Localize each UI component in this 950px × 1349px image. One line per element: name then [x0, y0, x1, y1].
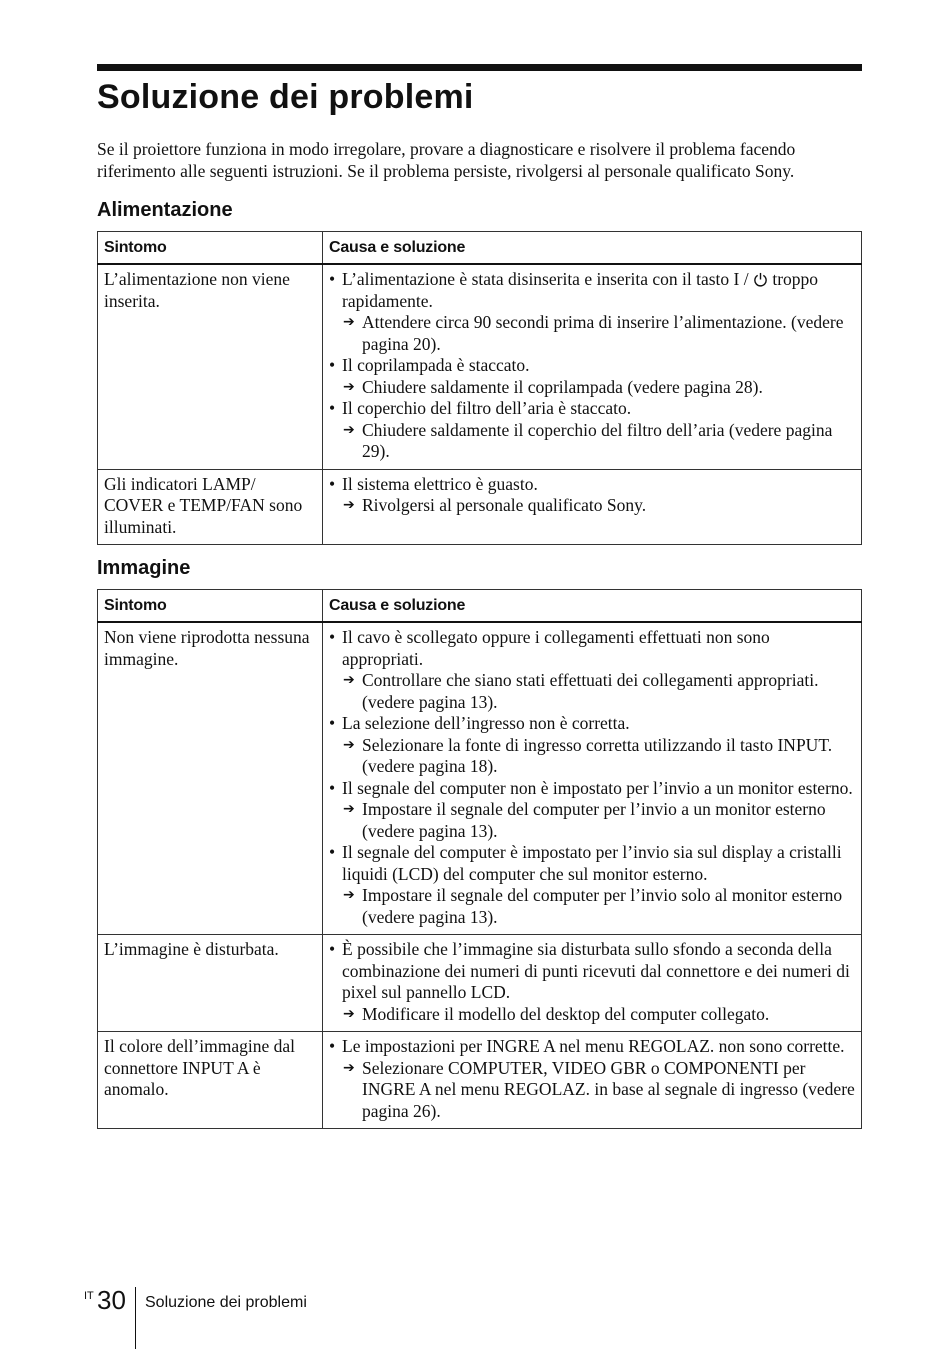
document-page	[97, 64, 862, 1129]
solution-item: ➔ Attendere circa 90 secondi prima di inserire l’alimentazione. (vedere pagina 20).	[329, 312, 855, 355]
symptom-cell: Gli indicatori LAMP/ COVER e TEMP/FAN sono illuminati.	[98, 469, 323, 545]
section-heading: Immagine	[97, 557, 191, 580]
cause-item: • Il segnale del computer è impostato per l’invio sia sul display a cristalli liquidi (LCD) del computer che sul monitor esterno.	[329, 842, 855, 885]
page-number: 30	[97, 1285, 126, 1315]
table-header-row	[98, 590, 862, 623]
table-row	[98, 264, 862, 469]
footer-language: IT	[84, 1290, 94, 1302]
cause-item: • Le impostazioni per INGRE A nel menu REGOLAZ. non sono corrette.	[329, 1036, 855, 1058]
page-title: Soluzione dei problemi	[97, 78, 474, 116]
table-row	[98, 469, 862, 545]
table-header-row	[98, 232, 862, 265]
column-header-cause: Causa e soluzione	[323, 232, 862, 265]
solution-item: ➔ Chiudere saldamente il coprilampada (vedere pagina 28).	[329, 377, 855, 399]
solution-item: ➔ Chiudere saldamente il coperchio del filtro dell’aria (vedere pagina 29).	[329, 420, 855, 463]
cause-item: • L’alimentazione è stata disinserita e inserita con il tasto I / troppo rapidamente.	[329, 269, 855, 312]
title-rule	[97, 64, 862, 71]
table-row	[98, 1032, 862, 1129]
cause-item: • Il segnale del computer non è impostato per l’invio a un monitor esterno.	[329, 778, 855, 800]
footer-divider	[135, 1287, 136, 1349]
symptom-cell: L’alimentazione non viene inserita.	[98, 264, 323, 469]
solution-item: ➔ Impostare il segnale del computer per l’invio a un monitor esterno (vedere pagina 13).	[329, 799, 855, 842]
cause-solution-cell	[323, 1032, 862, 1129]
solution-item: ➔ Rivolgersi al personale qualificato Sony.	[329, 495, 855, 517]
symptom-cell: Non viene riprodotta nessuna immagine.	[98, 622, 323, 935]
solution-item: ➔ Impostare il segnale del computer per l’invio solo al monitor esterno (vedere pagina 13).	[329, 885, 855, 928]
section-heading: Alimentazione	[97, 199, 233, 222]
intro-paragraph: Se il proiettore funziona in modo irregolare, provare a diagnosticare e risolvere il problema facendo riferimento alle seguenti istruzioni. Se il problema persiste, rivolgersi al personale qualificato Sony.	[97, 139, 796, 182]
solution-item: ➔ Modificare il modello del desktop del computer collegato.	[329, 1004, 855, 1026]
table-row	[98, 935, 862, 1032]
cause-item: • La selezione dell’ingresso non è corretta.	[329, 713, 855, 735]
footer-title: Soluzione dei problemi	[145, 1294, 307, 1311]
cause-item: • Il sistema elettrico è guasto.	[329, 474, 855, 496]
cause-item: • È possibile che l’immagine sia disturbata sullo sfondo a seconda della combinazione dei numeri di punti ricevuti dal connettore e dei numeri di pixel sul pannello LCD.	[329, 939, 855, 1004]
cause-solution-cell	[323, 935, 862, 1032]
cause-item: • Il cavo è scollegato oppure i collegamenti effettuati non sono appropriati.	[329, 627, 855, 670]
cause-item: • Il coperchio del filtro dell’aria è staccato.	[329, 398, 855, 420]
symptom-cell: L’immagine è disturbata.	[98, 935, 323, 1032]
cause-solution-cell	[323, 264, 862, 469]
column-header-symptom: Sintomo	[98, 590, 323, 623]
table-row	[98, 622, 862, 935]
cause-solution-cell	[323, 622, 862, 935]
troubleshooting-table	[97, 231, 862, 545]
solution-item: ➔ Selezionare COMPUTER, VIDEO GBR o COMPONENTI per INGRE A nel menu REGOLAZ. in base al segnale di ingresso (vedere pagina 26).	[329, 1058, 855, 1123]
troubleshooting-table	[97, 589, 862, 1129]
power-icon	[753, 272, 768, 287]
power-symbol	[753, 269, 768, 289]
column-header-cause: Causa e soluzione	[323, 590, 862, 623]
cause-item: • Il coprilampada è staccato.	[329, 355, 855, 377]
section-alimentazione	[97, 198, 862, 545]
symptom-cell: Il colore dell’immagine dal connettore INPUT A è anomalo.	[98, 1032, 323, 1129]
solution-item: ➔ Controllare che siano stati effettuati dei collegamenti appropriati. (vedere pagina 13).	[329, 670, 855, 713]
cause-solution-cell	[323, 469, 862, 545]
section-immagine	[97, 556, 862, 1129]
column-header-symptom: Sintomo	[98, 232, 323, 265]
solution-item: ➔ Selezionare la fonte di ingresso corretta utilizzando il tasto INPUT. (vedere pagina 18).	[329, 735, 855, 778]
